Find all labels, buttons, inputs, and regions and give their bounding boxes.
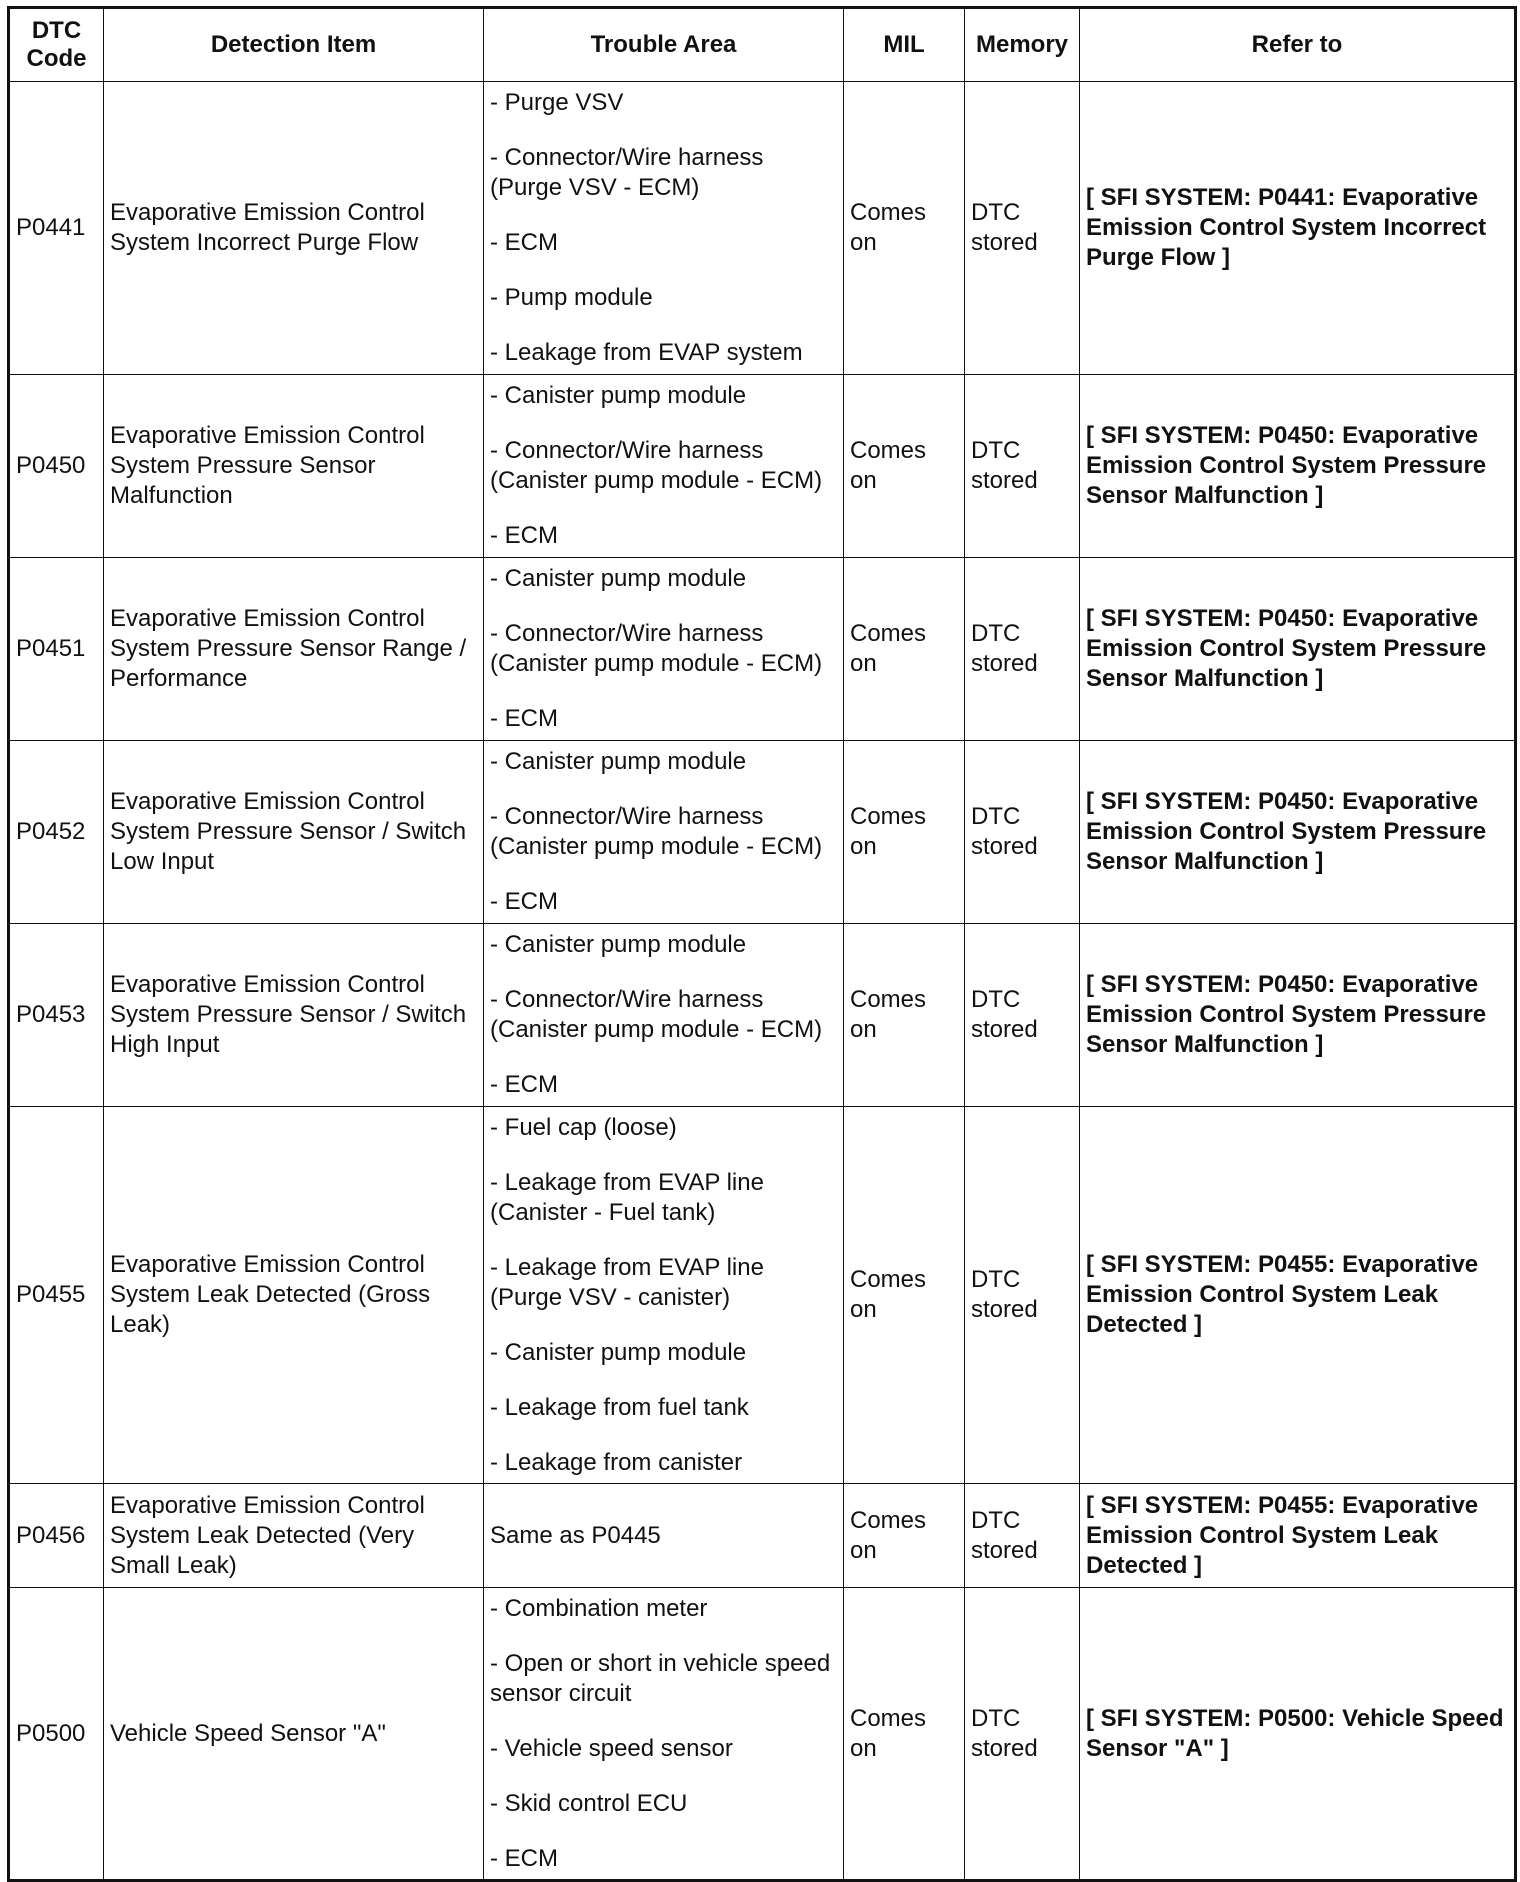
trouble-area-item: Same as P0445 <box>490 1521 661 1549</box>
trouble-area-item: - Pump module <box>490 284 653 311</box>
trouble-area-list <box>490 1594 837 1874</box>
memory-cell: DTC stored <box>965 1484 1080 1588</box>
mil-cell: Comes on <box>844 924 965 1107</box>
trouble-area-item: - Canister pump module <box>490 931 747 958</box>
trouble-area-item: - Vehicle speed sensor <box>490 1734 733 1762</box>
trouble-area-list <box>490 88 837 368</box>
trouble-area-item: - ECM <box>490 1071 558 1098</box>
detection-item-cell: Evaporative Emission Control System Leak Detected (Gross Leak) <box>104 1107 484 1484</box>
detection-item-cell: Evaporative Emission Control System Pressure Sensor Range / Performance <box>104 558 484 741</box>
dtc-code-cell: P0455 <box>9 1107 104 1484</box>
header-row <box>9 8 1516 82</box>
detection-item-cell: Evaporative Emission Control System Leak Detected (Very Small Leak) <box>104 1484 484 1588</box>
trouble-area-cell <box>484 82 844 375</box>
table-row <box>9 1484 1516 1588</box>
memory-cell: DTC stored <box>965 924 1080 1107</box>
mil-cell: Comes on <box>844 1107 965 1484</box>
trouble-area-item: - Leakage from canister <box>490 1448 743 1476</box>
detection-item-cell: Evaporative Emission Control System Pressure Sensor / Switch High Input <box>104 924 484 1107</box>
trouble-area-item: - Combination meter <box>490 1594 708 1622</box>
trouble-area-list <box>490 1113 837 1478</box>
trouble-area-item: - ECM <box>490 229 558 256</box>
memory-cell: DTC stored <box>965 558 1080 741</box>
header-dtc-code-line2: Code <box>26 45 87 72</box>
trouble-area-cell <box>484 1588 844 1881</box>
mil-cell: Comes on <box>844 558 965 741</box>
trouble-area-cell <box>484 1484 844 1588</box>
detection-item-cell: Vehicle Speed Sensor "A" <box>104 1588 484 1881</box>
trouble-area-item: - ECM <box>490 1844 558 1872</box>
trouble-area-item: - Leakage from EVAP line (Purge VSV - canister) <box>490 1253 764 1311</box>
trouble-area-item: - Fuel cap (loose) <box>490 1113 677 1141</box>
mil-cell: Comes on <box>844 741 965 924</box>
detection-item-cell: Evaporative Emission Control System Pressure Sensor Malfunction <box>104 375 484 558</box>
trouble-area-cell <box>484 558 844 741</box>
trouble-area-item: - Connector/Wire harness (Canister pump module - ECM) <box>490 803 823 860</box>
table-row <box>9 82 1516 375</box>
trouble-area-item: - Canister pump module <box>490 382 747 409</box>
trouble-area-item: - ECM <box>490 522 558 549</box>
refer-to-cell: [ SFI SYSTEM: P0441: Evaporative Emission Control System Incorrect Purge Flow ] <box>1080 82 1516 375</box>
table-row <box>9 558 1516 741</box>
trouble-area-list <box>490 930 837 1100</box>
header-dtc-code-line1: DTC <box>31 17 82 44</box>
dtc-code-cell: P0452 <box>9 741 104 924</box>
dtc-code-cell: P0450 <box>9 375 104 558</box>
table-row <box>9 1588 1516 1881</box>
trouble-area-list <box>490 1521 837 1551</box>
refer-to-cell: [ SFI SYSTEM: P0455: Evaporative Emission Control System Leak Detected ] <box>1080 1484 1516 1588</box>
dtc-code-cell: P0500 <box>9 1588 104 1881</box>
trouble-area-item: - Open or short in vehicle speed sensor circuit <box>490 1649 831 1707</box>
trouble-area-item: - ECM <box>490 888 558 915</box>
trouble-area-cell <box>484 375 844 558</box>
refer-to-cell: [ SFI SYSTEM: P0500: Vehicle Speed Sensor "A" ] <box>1080 1588 1516 1881</box>
mil-cell: Comes on <box>844 82 965 375</box>
memory-cell: DTC stored <box>965 82 1080 375</box>
dtc-code-cell: P0456 <box>9 1484 104 1588</box>
header-trouble-area: Trouble Area <box>484 8 844 82</box>
header-refer-to: Refer to <box>1080 8 1516 82</box>
trouble-area-item: - Leakage from EVAP line (Canister - Fuel tank) <box>490 1168 764 1226</box>
refer-to-cell: [ SFI SYSTEM: P0455: Evaporative Emission Control System Leak Detected ] <box>1080 1107 1516 1484</box>
trouble-area-item: - Connector/Wire harness (Purge VSV - ECM) <box>490 144 764 201</box>
detection-item-cell: Evaporative Emission Control System Pressure Sensor / Switch Low Input <box>104 741 484 924</box>
table-row <box>9 741 1516 924</box>
trouble-area-item: - Connector/Wire harness (Canister pump module - ECM) <box>490 986 823 1043</box>
dtc-table <box>7 6 1517 1882</box>
memory-cell: DTC stored <box>965 741 1080 924</box>
header-dtc-code <box>9 8 104 82</box>
trouble-area-cell <box>484 1107 844 1484</box>
header-mil: MIL <box>844 8 965 82</box>
trouble-area-item: - Connector/Wire harness (Canister pump module - ECM) <box>490 437 823 494</box>
trouble-area-item: - Leakage from EVAP system <box>490 339 803 366</box>
trouble-area-item: - Leakage from fuel tank <box>490 1393 749 1421</box>
table-row <box>9 924 1516 1107</box>
refer-to-cell: [ SFI SYSTEM: P0450: Evaporative Emission Control System Pressure Sensor Malfunction ] <box>1080 375 1516 558</box>
trouble-area-cell <box>484 741 844 924</box>
table-row <box>9 1107 1516 1484</box>
trouble-area-item: - Skid control ECU <box>490 1789 688 1817</box>
table-body <box>9 82 1516 1881</box>
trouble-area-item: - Purge VSV <box>490 89 624 116</box>
dtc-code-cell: P0441 <box>9 82 104 375</box>
detection-item-cell: Evaporative Emission Control System Incorrect Purge Flow <box>104 82 484 375</box>
trouble-area-item: - Canister pump module <box>490 1338 747 1366</box>
refer-to-cell: [ SFI SYSTEM: P0450: Evaporative Emission Control System Pressure Sensor Malfunction ] <box>1080 741 1516 924</box>
trouble-area-item: - Connector/Wire harness (Canister pump module - ECM) <box>490 620 823 677</box>
trouble-area-list <box>490 381 837 551</box>
table-row <box>9 375 1516 558</box>
dtc-code-cell: P0453 <box>9 924 104 1107</box>
trouble-area-item: - Canister pump module <box>490 565 747 592</box>
mil-cell: Comes on <box>844 1588 965 1881</box>
refer-to-cell: [ SFI SYSTEM: P0450: Evaporative Emission Control System Pressure Sensor Malfunction ] <box>1080 558 1516 741</box>
trouble-area-list <box>490 747 837 917</box>
memory-cell: DTC stored <box>965 1588 1080 1881</box>
header-memory: Memory <box>965 8 1080 82</box>
mil-cell: Comes on <box>844 375 965 558</box>
header-detection-item: Detection Item <box>104 8 484 82</box>
trouble-area-item: - Canister pump module <box>490 748 747 775</box>
dtc-code-cell: P0451 <box>9 558 104 741</box>
trouble-area-cell <box>484 924 844 1107</box>
trouble-area-item: - ECM <box>490 705 558 732</box>
mil-cell: Comes on <box>844 1484 965 1588</box>
memory-cell: DTC stored <box>965 1107 1080 1484</box>
refer-to-cell: [ SFI SYSTEM: P0450: Evaporative Emission Control System Pressure Sensor Malfunction ] <box>1080 924 1516 1107</box>
trouble-area-list <box>490 564 837 734</box>
memory-cell: DTC stored <box>965 375 1080 558</box>
